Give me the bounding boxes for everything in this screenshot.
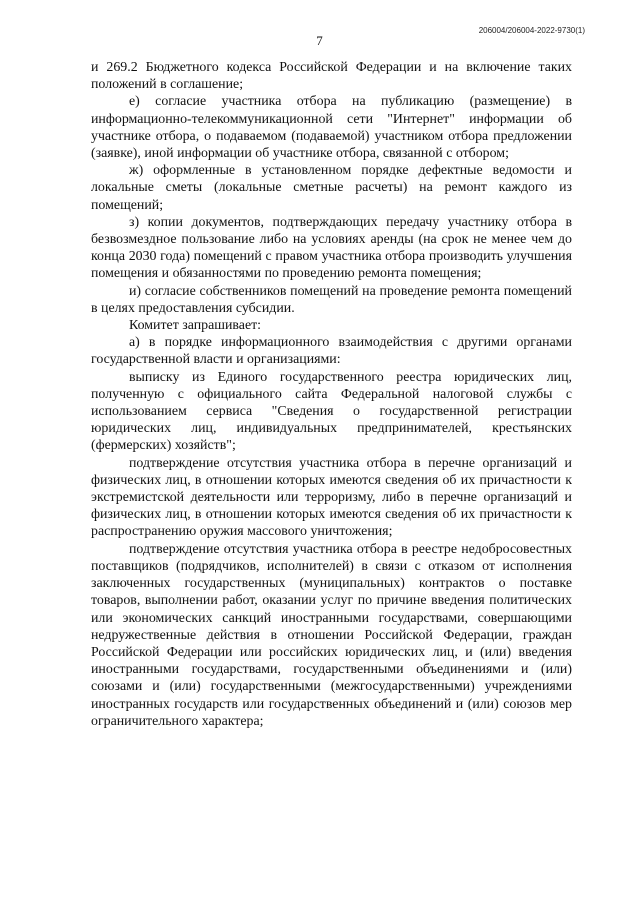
paragraph-item-a: а) в порядке информационного взаимодействия с другими органами государственной власти и организациями: bbox=[91, 335, 572, 368]
document-body bbox=[91, 59, 572, 730]
paragraph-continuation: и 269.2 Бюджетного кодекса Российской Федерации и на включение таких положений в соглашение; bbox=[91, 60, 572, 93]
page-number: 7 bbox=[316, 33, 323, 48]
paragraph-item-zh: ж) оформленные в установленном порядке дефектные ведомости и локальные сметы (локальные сметные расчеты) на ремонт каждого из помещений; bbox=[91, 163, 572, 213]
paragraph-unfair-suppliers-check: подтверждение отсутствия участника отбора в реестре недобросовестных поставщиков (подрядчиков, исполнителей) в связи с отказом от исполнения заключенных государственных (муниципальных) контрактов о поставке товаров, выполнении работ, оказании услуг по причине введения политических или экономических санкций иностранными государствами, совершающими недружественные действия в отношении Российской Федерации, граждан Российской Федерации или российских юридических лиц, и (или) введения иностранными государствами, государственными объединениями и (или) союзами и (или) государственными (межгосударственными) учреждениями иностранных государств или государственных объединений и (или) союзов мер ограничительного характера; bbox=[91, 541, 572, 729]
paragraph-egrul-extract: выписку из Единого государственного реестра юридических лиц, полученную с официального сайта Федеральной налоговой службы с использованием сервиса "Сведения о государственной регистрации юридических лиц, индивидуальных предпринимателей, крестьянских (фермерских) хозяйств"; bbox=[91, 369, 572, 454]
document-registration-number: 206004/206004-2022-9730(1) bbox=[478, 26, 585, 35]
paragraph-extremism-check: подтверждение отсутствия участника отбора в перечне организаций и физических лиц, в отношении которых имеются сведения об их причастности к экстремистской деятельности или терроризму, либо в перечне организаций и физических лиц, в отношении которых имеются сведения об их причастности к распространению оружия массового уничтожения; bbox=[91, 455, 572, 540]
paragraph-item-z: з) копии документов, подтверждающих передачу участнику отбора в безвозмездное пользование либо на условиях аренды (на срок не менее чем до конца 2030 года) помещений с правом участника отбора производить улучшения помещения и обязанностями по проведению ремонта помещения; bbox=[91, 214, 572, 282]
paragraph-item-i: и) согласие собственников помещений на проведение ремонта помещений в целях предоставления субсидии. bbox=[91, 283, 572, 316]
paragraph-item-e: е) согласие участника отбора на публикацию (размещение) в информационно-телекоммуникационной сети "Интернет" информации об участнике отбора, о подаваемом (подаваемой) участником отбора предложении (заявке), иной информации об участнике отбора, связанной с отбором; bbox=[91, 94, 572, 162]
paragraph-committee-requests: Комитет запрашивает: bbox=[129, 318, 262, 334]
